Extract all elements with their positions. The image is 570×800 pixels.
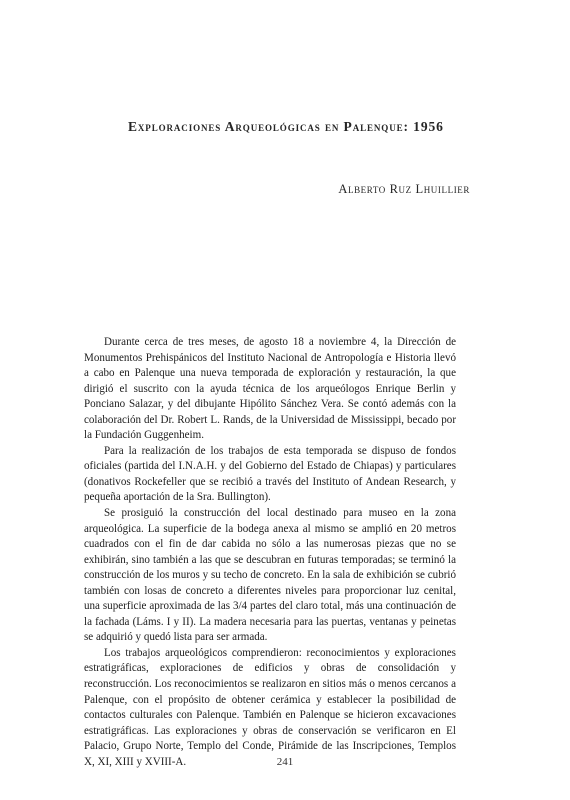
page-number: 241 xyxy=(276,756,294,768)
body-paragraph-3: Se prosiguió la construcción del local destinado para museo en la zona arqueológica. La superficie de la bodega anexa al mismo se amplió en 20 metros cuadrados con el fin de dar cabida no sólo a las numerosas piezas que no se exhibirán, sino también a las que se descubran en futuras temporadas; se terminó la construcción de los muros y su techo de concreto. En la sala de exhibición se cubrió también con losas de concreto a diferentes niveles para proporcionar luz cenital, una superficie aproximada de las 3/4 partes del claro total, más una continuación de la fachada (Láms. I y II). La madera necesaria para las puertas, ventanas y peinetas se adquirió y quedó lista para ser armada. xyxy=(84,507,456,644)
body-paragraph-1: Durante cerca de tres meses, de agosto 18 a noviembre 4, la Dirección de Monumentos Prehispánicos del Instituto Nacional de Antropología e Historia llevó a cabo en Palenque una nueva temporada de exploración y restauración, la que dirigió el suscrito con la ayuda técnica de los arqueólogos Enrique Berlin y Ponciano Salazar, y del dibujante Hipólito Sánchez Vera. Se contó además con la colaboración del Dr. Robert L. Rands, de la Universidad de Mississippi, becado por la Fundación Guggenheim. xyxy=(84,336,456,442)
article-author: Alberto Ruz Lhuillier xyxy=(338,182,470,196)
article-body xyxy=(84,335,456,770)
body-paragraph-2: Para la realización de los trabajos de esta temporada se dispuso de fondos oficiales (partida del I.N.A.H. y del Gobierno del Estado de Chiapas) y particulares (donativos Rockefeller que se recibió a través del Instituto of Andean Research, y pequeña aportación de la Sra. Bullington). xyxy=(84,444,456,504)
body-paragraph-4: Los trabajos arqueológicos comprendieron: reconocimientos y exploraciones estratigráficas, exploraciones de edificios y obras de consolidación y reconstrucción. Los reconocimientos se realizaron en sitios más o menos cercanos a Palenque, con el propósito de obtener cerámica y establecer la posibilidad de contactos culturales con Palenque. También en Palenque se hicieron excavaciones estratigráficas. Las exploraciones y obras de conservación se verificaron en El Palacio, Grupo Norte, Templo del Conde, Pirámide de las Inscripciones, Templos X, XI, XIII y XVIII-A. xyxy=(84,646,456,768)
article-title: Exploraciones Arqueológicas en Palenque: 1956 xyxy=(128,119,444,135)
